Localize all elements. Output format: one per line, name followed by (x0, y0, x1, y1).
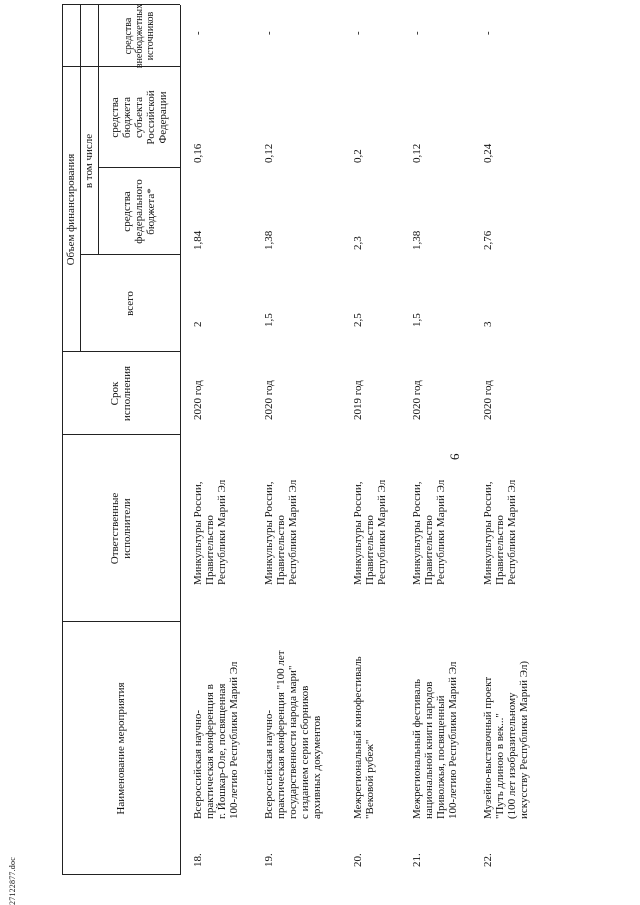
header-regional: средства бюджета субъекта Российской Федерации (109, 90, 169, 145)
row-number: 20. (352, 853, 364, 867)
row-extrabudget: - (192, 31, 204, 35)
header-executors: Ответственные исполнители (109, 492, 133, 565)
row-number: 18. (192, 853, 204, 867)
row-name: Межрегиональный кинофестиваль "Вековой рубеж" (352, 656, 376, 819)
row-total: 2,5 (352, 313, 364, 327)
row-extrabudget: - (411, 31, 423, 35)
row-federal: 1,38 (411, 230, 423, 250)
row-number: 19. (263, 853, 275, 867)
row-federal: 1,84 (192, 230, 204, 250)
row-extrabudget: - (263, 31, 275, 35)
page-number: 6 (447, 453, 462, 460)
row-executors: Минкультуры России, Правительство Республики Марий Эл (411, 479, 447, 585)
row-total: 2 (192, 321, 204, 327)
row-executors: Минкультуры России, Правительство Республики Марий Эл (482, 479, 518, 585)
header-including: в том числе (83, 133, 95, 189)
row-regional: 0,16 (192, 143, 204, 163)
row-total: 1,5 (411, 313, 423, 327)
row-executors: Минкультуры России, Правительство Республики Марий Эл (263, 479, 299, 585)
row-regional: 0,12 (263, 143, 275, 163)
row-federal: 2,76 (482, 230, 494, 250)
header-financing: Объем финансирования (65, 153, 77, 266)
header-total: всего (124, 291, 136, 316)
row-regional: 0,2 (352, 149, 364, 163)
row-term: 2020 год (411, 380, 423, 420)
row-number: 22. (482, 853, 494, 867)
header-federal: средства федерального бюджета* (121, 179, 157, 244)
row-total: 1,5 (263, 313, 275, 327)
header-name: Наименование мероприятия (115, 682, 127, 815)
row-term: 2019 год (352, 380, 364, 420)
row-total: 3 (482, 321, 494, 327)
row-term: 2020 год (192, 380, 204, 420)
row-regional: 0,12 (411, 143, 423, 163)
row-name: Музейно-выставочный проект "Путь длиною в век..." (100 лет изобразительному искусству Республики Марий Эл) (482, 661, 530, 819)
row-name: Межрегиональный фестиваль национальной книги народов Приволжья, посвященный 100-летию Республики Марий Эл (411, 661, 459, 819)
row-federal: 2,3 (352, 236, 364, 250)
row-executors: Минкультуры России, Правительство Республики Марий Эл (352, 479, 388, 585)
row-term: 2020 год (482, 380, 494, 420)
row-term: 2020 год (263, 380, 275, 420)
row-extrabudget: - (352, 31, 364, 35)
header-extrabudget: средства внебюджетных источников (122, 3, 156, 69)
row-federal: 1,38 (263, 230, 275, 250)
header-term: Срок исполнения (109, 365, 133, 422)
row-number: 21. (411, 853, 423, 867)
row-extrabudget: - (482, 31, 494, 35)
document-code: 27122877.doc (8, 857, 17, 905)
row-name: Всероссийская научно- практическая конференция в г. Йошкар-Оле, посвященная 100-летию Республики Марий Эл (192, 661, 240, 819)
row-name: Всероссийская научно- практическая конференция "100 лет государственности народа мари" с изданием серии сборников архивных документов (263, 650, 323, 819)
row-regional: 0,24 (482, 143, 494, 163)
row-executors: Минкультуры России, Правительство Республики Марий Эл (192, 479, 228, 585)
